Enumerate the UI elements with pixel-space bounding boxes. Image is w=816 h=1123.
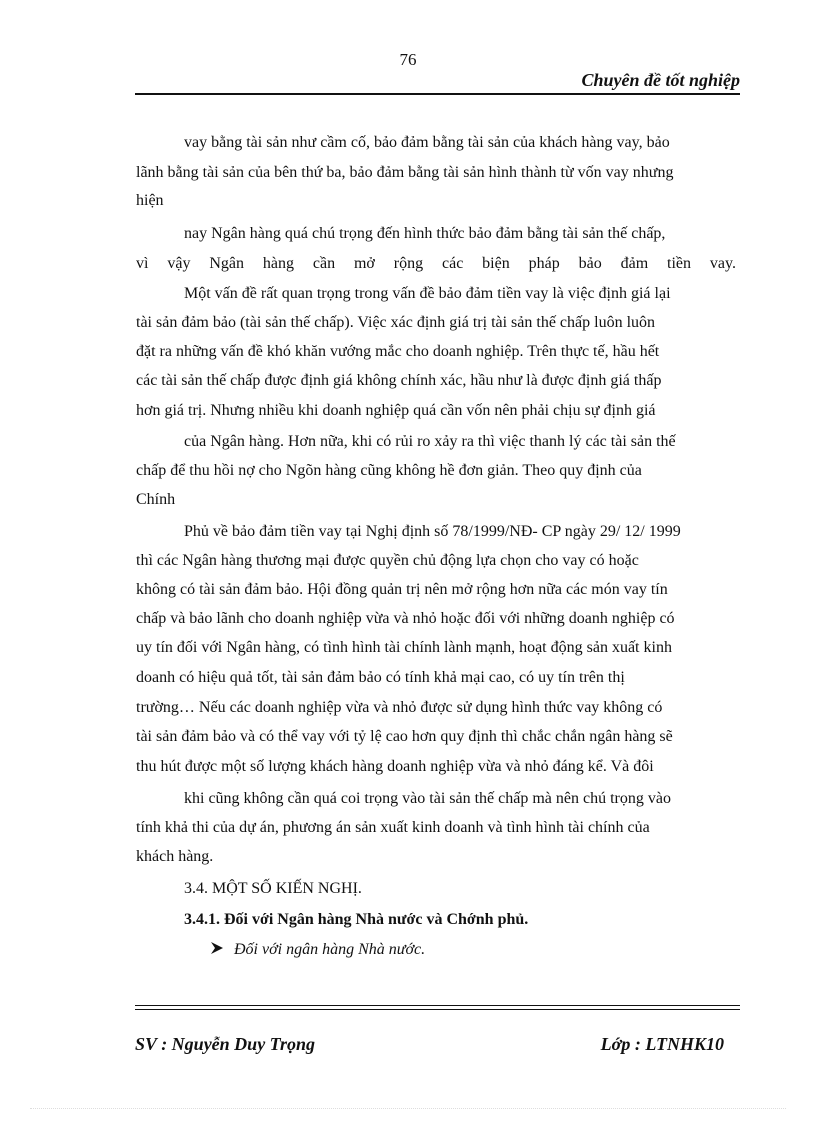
body-line: các tài sản thế chấp được định giá không chính xác, hầu như là được định giá thấp	[136, 372, 662, 389]
body-line: thì các Ngân hàng thương mại được quyền chủ động lựa chọn cho vay có hoặc	[136, 552, 639, 569]
footer-divider-top	[135, 1005, 740, 1006]
body-line: Một vấn đề rất quan trọng trong vấn đề bảo đảm tiền vay là việc định giá lại	[184, 285, 671, 302]
body-line: nay Ngân hàng quá chú trọng đến hình thức bảo đảm bằng tài sản thế chấp,	[184, 225, 666, 242]
body-line: Chính	[136, 491, 176, 508]
body-line: trường… Nếu các doanh nghiệp vừa và nhỏ được sử dụng hình thức vay không có	[136, 699, 663, 716]
body-line: đặt ra những vấn đề khó khăn vướng mắc cho doanh nghiệp. Trên thực tế, hầu hết	[136, 343, 660, 360]
body-line: khi cũng không cần quá coi trọng vào tài sản thế chấp mà nên chú trọng vào	[184, 790, 671, 807]
body-line: tính khả thi của dự án, phương án sản xuất kinh doanh và tình hình tài chính của	[136, 819, 650, 836]
body-line: doanh có hiệu quả tốt, tài sản đảm bảo có tính khả mại cao, có uy tín trên thị	[136, 669, 625, 686]
body-line: chấp và bảo lãnh cho doanh nghiệp vừa và nhỏ hoặc đối với những doanh nghiệp có	[136, 610, 675, 627]
page-edge	[30, 1108, 786, 1109]
body-line: thu hút được một số lượng khách hàng doanh nghiệp vừa và nhỏ đáng kể. Và đôi	[136, 758, 654, 775]
header-divider	[135, 93, 740, 95]
arrow-bullet-icon	[210, 940, 234, 960]
footer-divider-bottom	[135, 1009, 740, 1010]
body-line: vì vậy Ngân hàng cần mở rộng các biện pháp bảo đảm tiền vay.	[136, 255, 736, 272]
section-heading: 3.4. MỘT SỐ KIẾN NGHỊ.	[184, 880, 362, 897]
subsection-heading: 3.4.1. Đối với Ngân hàng Nhà nước và Chớnh phủ.	[184, 911, 529, 928]
header-title: Chuyên đề tốt nghiệp	[581, 70, 740, 90]
body-line: chấp để thu hồi nợ cho Ngõn hàng cũng không hề đơn giản. Theo quy định của	[136, 462, 642, 479]
body-line: khách hàng.	[136, 848, 214, 865]
footer-student: SV : Nguyễn Duy Trọng	[135, 1034, 316, 1054]
bullet-item	[210, 940, 425, 960]
page-number: 76	[399, 50, 417, 69]
body-line: tài sản đảm bảo và có thể vay với tỷ lệ cao hơn quy định thì chắc chắn ngân hàng sẽ	[136, 728, 673, 745]
body-line: tài sản đảm bảo (tài sản thế chấp). Việc xác định giá trị tài sản thế chấp luôn luôn	[136, 314, 656, 331]
body-line: không có tài sản đảm bảo. Hội đồng quản trị nên mở rộng hơn nữa các món vay tín	[136, 581, 668, 598]
body-line: vay bằng tài sản như cầm cố, bảo đảm bằng tài sản của khách hàng vay, bảo	[184, 134, 670, 151]
body-line: Phủ về bảo đảm tiền vay tại Nghị định số 78/1999/NĐ- CP ngày 29/ 12/ 1999	[184, 523, 681, 540]
body-line: hơn giá trị. Nhưng nhiều khi doanh nghiệp quá cần vốn nên phải chịu sự định giá	[136, 402, 656, 419]
body-line: uy tín đối với Ngân hàng, có tình hình tài chính lành mạnh, hoạt động sản xuất kinh	[136, 639, 672, 656]
footer-class: Lớp : LTNHK10	[600, 1034, 724, 1054]
body-line: hiện	[136, 192, 164, 209]
body-line: của Ngân hàng. Hơn nữa, khi có rủi ro xảy ra thì việc thanh lý các tài sản thế	[184, 433, 676, 450]
bullet-text: Đối với ngân hàng Nhà nước.	[234, 941, 426, 958]
body-line: lãnh bằng tài sản của bên thứ ba, bảo đảm bằng tài sản hình thành từ vốn vay nhưng	[136, 164, 674, 181]
